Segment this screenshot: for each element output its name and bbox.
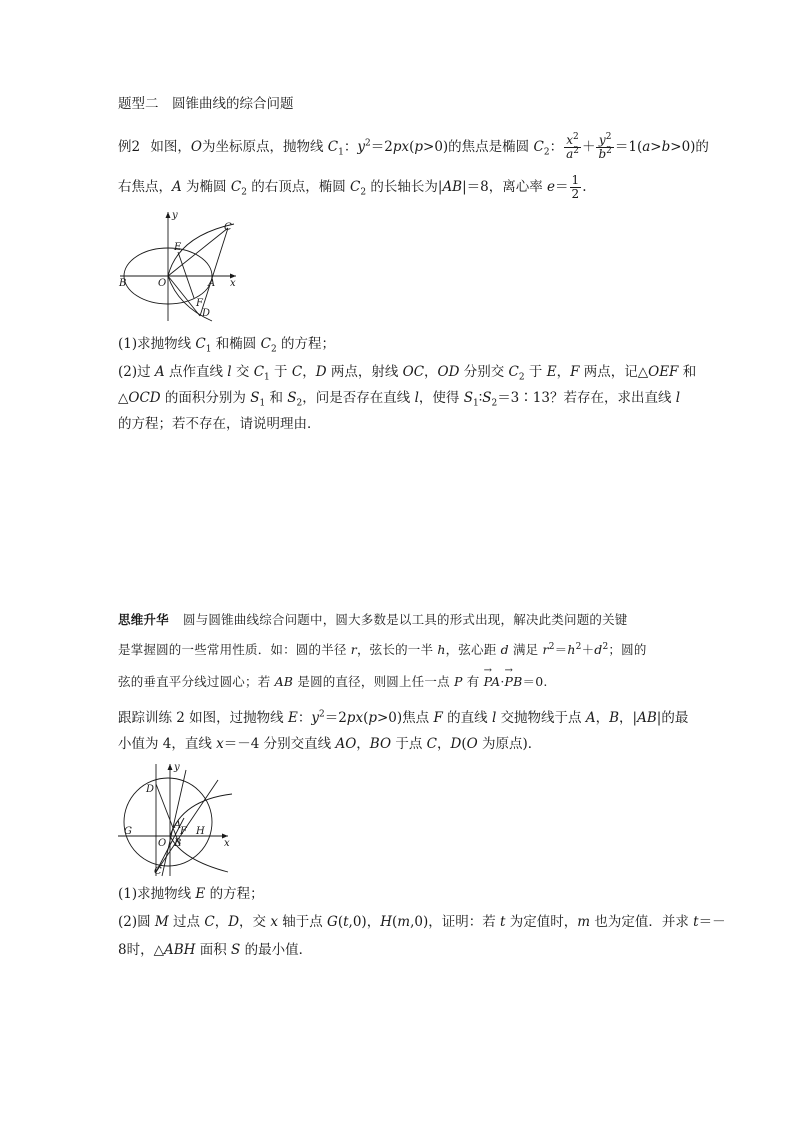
label-c: C bbox=[154, 866, 162, 877]
example-question-2-line3: 的方程；若不存在，请说明理由． bbox=[118, 416, 321, 432]
example-2-statement-line2: 右焦点，A 为椭圆 $C_2$ 的右顶点，椭圆 $C_2$ 的长轴长为|AB|＝8，离心率 e＝ $\frac{1}{2}$ . bbox=[118, 173, 587, 201]
circle-parabola-figure bbox=[116, 760, 236, 878]
label-x: x bbox=[224, 838, 230, 849]
label-d: D bbox=[202, 308, 211, 319]
line-l bbox=[200, 228, 228, 316]
label-d: D bbox=[146, 784, 155, 795]
example-label: 例2 bbox=[118, 139, 141, 155]
example-2-statement-line1: 例2 如图，O为坐标原点，抛物线 $C_1$：$y^2=2px(p>0)$的焦点是椭圆 $C_2$： $\frac{x^2}{a^2}$ ＋ $\frac{y^2}{b^2}$ ＝1(a>b>0)的 bbox=[118, 132, 709, 161]
label-y: y bbox=[174, 762, 180, 773]
label-y: y bbox=[172, 210, 178, 221]
insight-line2: 是掌握圆的一些常用性质．如：圆的半径 r，弦长的一半 h，弦心距 d 满足 $r^2=h^2+d^2$；圆的 bbox=[118, 641, 647, 657]
insight-line1: 思维升华 圆与圆锥曲线综合问题中，圆大多数是以工具的形式出现，解决此类问题的关键 bbox=[118, 612, 628, 627]
example-question-2-line2: △OCD 的面积分别为 $S_1$ 和 $S_2$，问是否存在直线 l，使得 $S_1∶S_2=3∶13$？若存在，求出直线 l bbox=[118, 390, 681, 409]
example-question-1: (1)求抛物线 $C_1$ 和椭圆 $C_2$ 的方程； bbox=[118, 336, 335, 355]
circle-m bbox=[124, 778, 212, 866]
label-a: A bbox=[208, 278, 216, 289]
section-title: 题型二 圆锥曲线的综合问题 bbox=[118, 96, 294, 112]
y-axis-arrow bbox=[168, 764, 173, 770]
line-bo bbox=[156, 784, 180, 846]
label-a: A bbox=[174, 820, 182, 831]
label-f: F bbox=[180, 826, 187, 837]
label-o: O bbox=[158, 278, 167, 289]
label-b: B bbox=[119, 278, 127, 289]
training-question-2-line1: (2)圆 M 过点 C，D，交 x 轴于点 G(t,0)，H(m,0)，证明：若 t 为定值时，m 也为定值．并求 t＝－ bbox=[118, 914, 726, 930]
label-e: E bbox=[174, 242, 182, 253]
label-c: C bbox=[224, 222, 232, 233]
line-ch bbox=[156, 780, 218, 872]
label-f: F bbox=[196, 298, 203, 309]
label-h: H bbox=[196, 826, 205, 837]
training-question-1: (1)求抛物线 E 的方程； bbox=[118, 886, 264, 902]
training-question-2-line2: 8时，△ABH 面积 S 的最小值． bbox=[118, 942, 313, 958]
ray-od bbox=[168, 276, 200, 316]
training-statement-line2: 小值为 4，直线 x＝－4 分别交直线 AO，BO 于点 C，D(O 为原点)． bbox=[118, 736, 542, 752]
insight-line3: 弦的垂直平分线过圆心；若 AB 是圆的直径，则圆上任一点 P 有 → PA·→ PB＝0. bbox=[118, 672, 548, 692]
label-g: G bbox=[124, 826, 132, 837]
label-x: x bbox=[230, 278, 236, 289]
insight-label: 思维升华 bbox=[118, 612, 169, 627]
ellipse-parabola-figure bbox=[116, 206, 246, 326]
example-question-2-line1: (2)过 A 点作直线 l 交 $C_1$ 于 C，D 两点，射线 OC，OD 分别交 $C_2$ 于 E，F 两点，记△OEF 和 bbox=[118, 364, 697, 383]
training-statement-line1: 跟踪训练 2 如图，过抛物线 E：$y^2=2px(p>0)$焦点 F 的直线 l 交抛物线于点 A，B，|AB|的最 bbox=[118, 709, 689, 726]
label-b: B bbox=[174, 838, 182, 849]
y-axis-arrow bbox=[166, 212, 171, 218]
label-o: O bbox=[158, 838, 167, 849]
